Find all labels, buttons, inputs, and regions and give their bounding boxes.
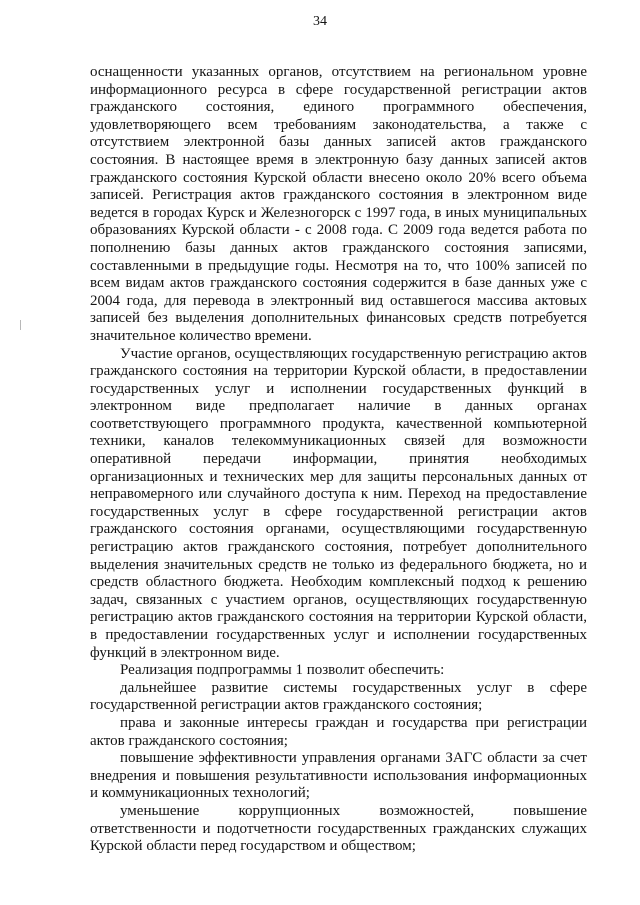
list-item-development: дальнейшее развитие системы государственных услуг в сфере государственной регистрации актов гражданского состояния; [90, 679, 587, 714]
list-item-efficiency: повышение эффективности управления органами ЗАГС области за счет внедрения и повышения результативности использования информационных и коммуникационных технологий; [90, 750, 587, 802]
paragraph-continuation: оснащенности указанных органов, отсутствием на региональном уровне информационного ресурса в сфере государственной регистрации актов гражданского состояния, единого программного обеспечения, удовлетворяющего всем требованиям законодательства, а также с отсутствием электронной базы данных записей актов гражданского состояния. В настоящее время в электронную базу данных записей актов гражданского состояния Курской области внесено около 20% всего объема записей. Регистрация актов гражданского состояния в электронном виде ведется в городах Курск и Железногорск с 1997 года, в иных муниципальных образованиях Курской области - с 2008 года. С 2009 года ведется работа по пополнению базы данных актов гражданского состояния записями, составленными в предыдущие годы. Несмотря на то, что 100% записей по всем видам актов гражданского состояния содержится в базе данных уже с 2004 года, для перевода в электронный вид оставшегося массива актовых записей без выделения дополнительных финансовых средств потребуется значительное количество времени. [90, 64, 587, 344]
paragraph-participation: Участие органов, осуществляющих государственную регистрацию актов гражданского состояния на территории Курской области, в предоставлении государственных услуг и исполнении государственных функций в электронном виде предполагает наличие в данных органах соответствующего программного продукта, качественной компьютерной техники, каналов телекоммуникационных связей для возможности оперативной передачи информации, принятия необходимых организационных и технических мер для защиты персональных данных от неправомерного или случайного доступа к ним. Переход на предоставление государственных услуг в сфере государственной регистрации актов гражданского состояния органами, осуществляющими государственную регистрацию актов гражданского состояния, потребует дополнительного выделения значительных средств не только из федерального бюджета, но и средств областного бюджета. Необходим комплексный подход к решению задач, связанных с участием органов, осуществляющих государственную регистрацию актов гражданского состояния на территории Курской области, в предоставлении государственных услуг и исполнении государственных функций в электронном виде. [90, 345, 587, 661]
page-number: 34 [313, 14, 327, 29]
list-item-rights: права и законные интересы граждан и государства при регистрации актов гражданского состояния; [90, 714, 587, 749]
list-item-anticorruption: уменьшение коррупционных возможностей, повышение ответственности и подотчетности государственных гражданских служащих Курской области перед государством и обществом; [90, 802, 587, 855]
document-body [90, 64, 587, 856]
margin-mark [20, 320, 21, 330]
paragraph-implementation-intro: Реализация подпрограммы 1 позволит обеспечить: [120, 662, 445, 679]
